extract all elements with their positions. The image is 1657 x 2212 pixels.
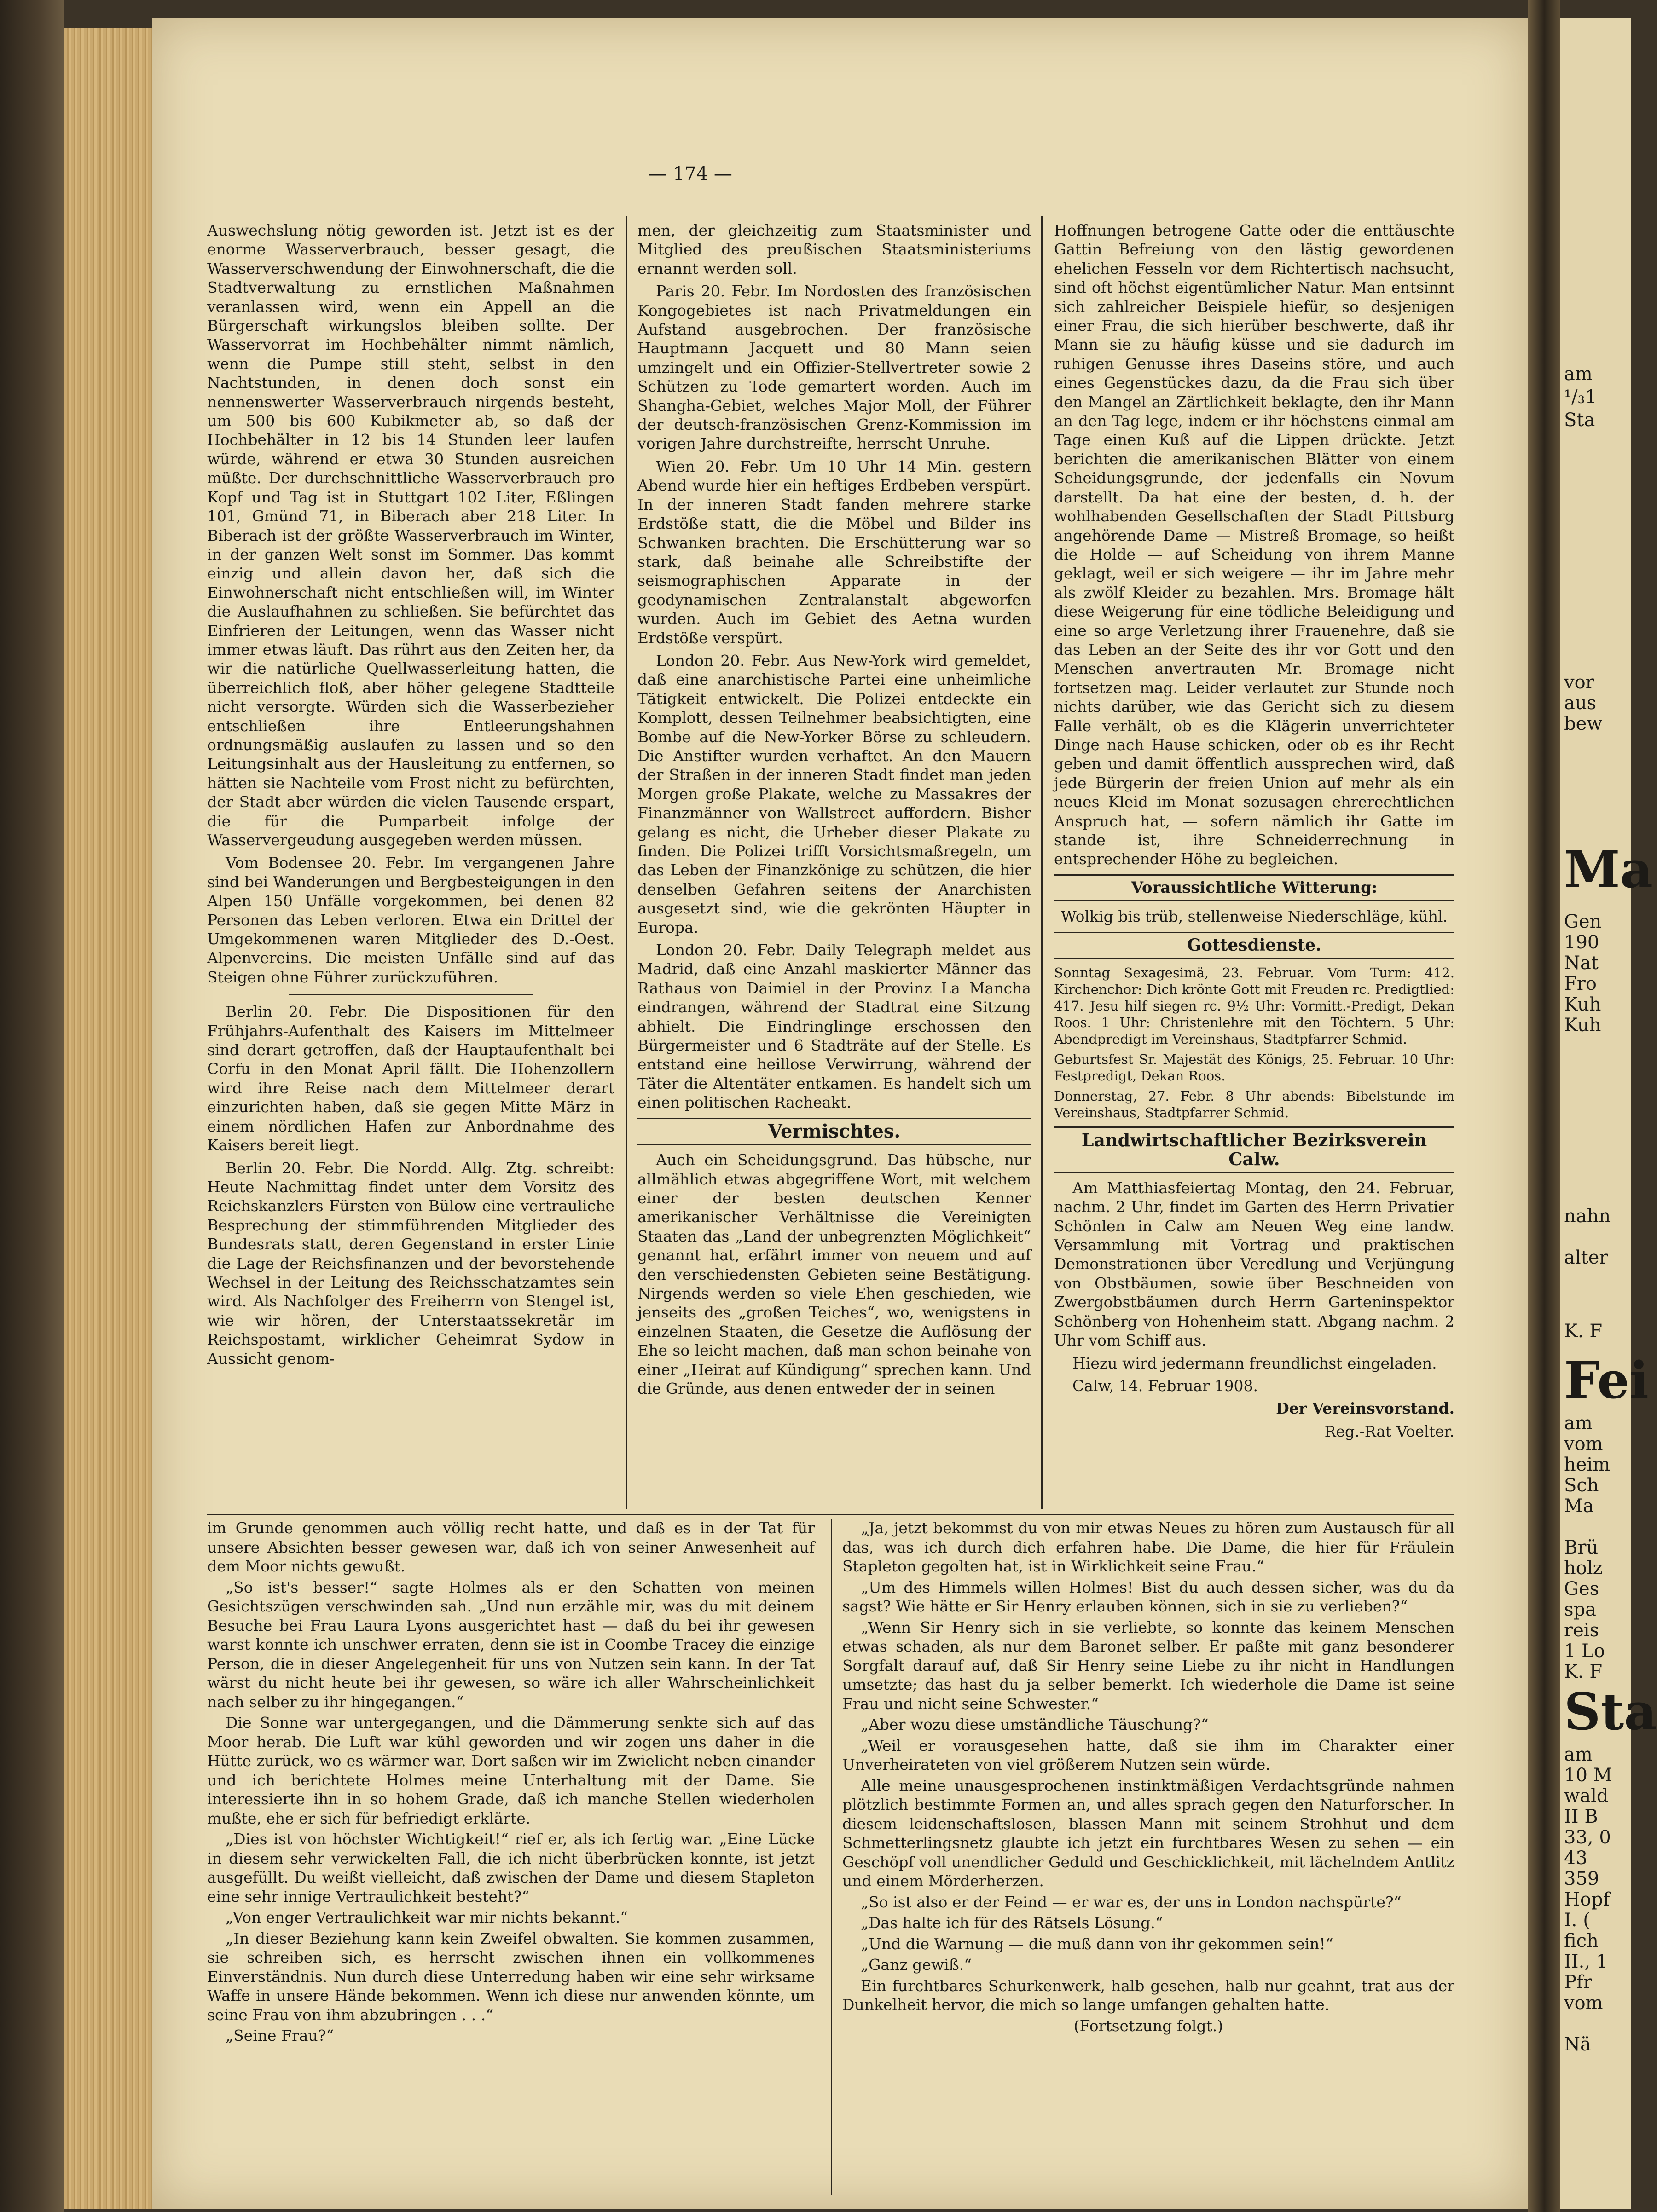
church-notice: Donnerstag, 27. Febr. 8 Uhr abends: Bibelstunde im Vereinshaus, Stadtpfarrer Schmid.: [1054, 1088, 1454, 1121]
fragment-text: I. (: [1564, 1910, 1590, 1931]
section-heading-vermischtes: Vermischtes.: [637, 1118, 1031, 1145]
column-2: [637, 221, 1031, 1398]
fragment-text: Sta: [1564, 410, 1595, 431]
column-rule: [626, 216, 627, 1509]
book-gutter: [1528, 0, 1560, 2212]
news-item-wien: Wien 20. Febr. Um 10 Uhr 14 Min. gestern Abend wurde hier ein heftiges Erdbeben verspürt. In der inneren Stadt fanden mehrere starke Erdstöße statt, die die Möbel und Bilder ins Schwanken brachten. Die Erschütterung war so stark, daß beinahe alle Schreibstifte der seismographischen Apparate in der geodynamischen Zentralanstalt abgeworfen wurden. Auch im Gebiet des Aetna wurden Erdstöße verspürt.: [637, 457, 1031, 647]
fragment-text: Nat: [1564, 953, 1599, 974]
news-item-london-1: London 20. Febr. Aus New-York wird gemeldet, daß eine anarchistische Partei eine unheimliche Tätigkeit entwickelt. Die Polizei entdeckte ein Komplott, dessen Teilnehmer beabsichtigten, eine Bombe auf die New-Yorker Börse zu schleudern. Die Anstifter wurden verhaftet. An den Mauern der Straßen in der inneren Stadt findet man jeden Morgen große Plakate, welche zu Massakres der Finanzmänner von Wallstreet auffordern. Bisher gelang es nicht, die Urheber dieser Plakate zu finden. Die Polizei trifft Vorsichtsmaßregeln, um das Leben der Finanzkönige zu schützen, die hier denselben Gefahren seitens der Anarchisten ausgesetzt sind, wie die gekrönten Häupter in Europa.: [637, 651, 1031, 936]
feuilleton-section: [207, 1519, 1454, 2195]
story-paragraph: „So ist also er der Feind — er war es, der uns in London nachspürte?“: [861, 1893, 1402, 1911]
page-stack-edge: [64, 28, 156, 2209]
news-item-bodensee: Vom Bodensee 20. Febr. Im vergangenen Jahre sind bei Wanderungen und Bergbesteigungen in den Alpen 150 Unfälle vorgekommen, bei denen 82 Personen das Leben verloren. Etwa ein Drittel der Umgekommenen waren Mitglieder des D.-Oest. Alpenvereins. Die meisten Unfälle sind auf das Steigen ohne Führer zurückzuführen.: [207, 854, 614, 986]
news-item-berlin-2: Berlin 20. Febr. Die Nordd. Allg. Ztg. schreibt: Heute Nachmittag findet unter dem Vorsitz des Reichskanzlers Fürsten von Bülow eine vertrauliche Besprechung der stimmführenden Mitglieder des Bundesrats statt, deren Gegenstand in erster Linie die Lage der Reichsfinanzen und der bevorstehende Wechsel in der Leitung des Reichsschatzamtes sein wird. Als Nachfolger des Freiherrn von Stengel ist, wie wir hören, der Unterstaatssekretär im Reichspostamt, wirklicher Geheimrat Sydow in Aussicht genom-: [207, 1159, 614, 1368]
fragment-text: Ma: [1564, 840, 1653, 899]
story-paragraph: „Seine Frau?“: [226, 2027, 334, 2045]
feuilleton-column-right: [842, 1519, 1454, 2190]
fragment-text: Kuh: [1564, 1015, 1601, 1036]
fragment-text: Sta: [1564, 1682, 1657, 1741]
association-heading: Landwirtschaftlicher Bezirksverein Calw.: [1054, 1126, 1454, 1173]
fragment-text: ¹/₃1: [1564, 387, 1597, 408]
story-paragraph: Die Sonne war untergegangen, und die Dämmerung senkte sich auf das Moor herab. Die Luft war kühl geworden und wir zogen uns daher in die Hütte zurück, wo es wärmer war. Dort saßen wir im Zwielicht neben einander und ich berichtete Holmes meine Unterhaltung mit der Dame. Sie interessierte ihn in so hohem Grade, daß ich manche Stellen wiederholen mußte, ehe er sich für befriedigt erklärte.: [207, 1714, 815, 1827]
association-notice: Am Matthiasfeiertag Montag, den 24. Februar, nachm. 2 Uhr, findet im Garten des Herrn Privatier Schönlen in Calw am Neuen Weg eine landw. Versammlung mit Vortrag und praktischen Demonstrationen über Veredlung und Verjüngung von Obstbäumen, sowie über Beschneiden von Zwergobstbäumen durch Herrn Garteninspektor Schönberg von Hohenheim statt. Abgang nachm. 2 Uhr vom Schiff aus.: [1054, 1178, 1454, 1350]
fragment-text: aus: [1564, 693, 1597, 714]
fragment-text: fich: [1564, 1930, 1599, 1952]
separator: [289, 994, 533, 995]
fragment-text: am: [1564, 1413, 1593, 1434]
news-item-london-2: London 20. Febr. Daily Telegraph meldet aus Madrid, daß eine Anzahl maskierter Männer das Rathaus von Daimiel in der Provinz La Mancha eindrangen, während der Stadtrat eine Sitzung abhielt. Die Eindringlinge erschossen den Bürgermeister und 6 Stadträte auf der Stelle. Es entstand eine heillose Verwirrung, während der Täter die Altentäter entkamen. Es handelt sich um einen politischen Racheakt.: [637, 941, 1031, 1112]
article-paragraph: Hoffnungen betrogene Gatte oder die enttäuschte Gattin Befreiung von den lästig gewordenen ehelichen Fesseln vor dem Richtertisch nachsucht, sind oft höchst eigentümlicher Natur. Man entsinnt sich zahlreicher Beispiele hiefür, so desjenigen einer Frau, die sich hierüber beschwerte, daß ihr Mann sie zu häufig küsse und sie dadurch im ruhigen Genusse ihres Daseins störe, und auch eines Gegenstückes dazu, da die Frau sich über den Mangel an Zärtlichkeit beklagte, den ihr Mann an den Tag lege, indem er ihr höchstens einmal am Tage einen Kuß auf die Lippen drückte. Jetzt berichten die amerikanischen Blätter von einem Scheidungsgrunde, der jedenfalls ein Novum darstellt. Da hat eine der besten, d. h. der wohlhabenden Gesellschaften der Stadt Pittsburg angehörende Dame — Mistreß Bromage, so heißt die Holde — auf Scheidung von ihrem Manne geklagt, weil er sich weigere — ihr im Jahre mehr als zwölf Kleider zu bezahlen. Mrs. Bromage hält diese Weigerung für eine tödliche Beleidigung und eine so arge Verletzung ihrer Frauenehre, daß sie das Leben an der Seite des ihr vor Gott und den Menschen anvertrauten Mr. Bromage nicht fortsetzen mag. Leider verlautet zur Stunde noch nichts darüber, wie das Gericht sich zu diesem Falle verhält, ob es die Klägerin unverrichteter Dinge nach Hause schicken, oder ob es ihr Recht geben und damit öffentlich aussprechen wird, daß jede Bürgerin der freien Union auf mehr als ein neues Kleid im Monat sozusagen ehrerechtlichen Anspruch hat, — sofern nämlich ihr Gatte im stande ist, ihre Schneiderrechnung in entsprechender Höhe zu begleichen.: [1054, 221, 1454, 868]
fragment-text: am: [1564, 364, 1593, 385]
story-paragraph: im Grunde genommen auch völlig recht hatte, und daß es in der Tat für unsere Absichten besser gewesen war, daß ich von seiner Anwesenheit auf dem Moor nichts gewußt.: [207, 1519, 815, 1575]
fragment-text: Brü: [1564, 1537, 1599, 1558]
church-heading: Gottesdienste.: [1054, 932, 1454, 959]
continuation-note: (Fortsetzung folgt.): [1073, 2016, 1223, 2035]
right-page-edge: [1560, 18, 1657, 2209]
fragment-text: II B: [1564, 1806, 1598, 1827]
fragment-text: Ma: [1564, 1496, 1594, 1517]
association-signature: Reg.-Rat Voelter.: [1324, 1422, 1454, 1440]
fragment-text: 33, 0: [1564, 1827, 1611, 1848]
story-paragraph: „Ja, jetzt bekommst du von mir etwas Neues zu hören zum Austausch für all das, was ich durch dich erfahren habe. Die Dame, die hier für Fräulein Stapleton gegolten hat, ist in Wirklichkeit seine Frau.“: [842, 1519, 1454, 1575]
page-number: — 174 —: [649, 163, 732, 185]
fragment-text: 1 Lo: [1564, 1640, 1605, 1662]
story-paragraph: „Weil er vorausgesehen hatte, daß sie ihm im Charakter einer Unverheirateten von viel größerem Nutzen sein würde.: [842, 1736, 1454, 1773]
fragment-text: heim: [1564, 1454, 1611, 1475]
fragment-text: holz: [1564, 1558, 1603, 1579]
fragment-text: vor: [1564, 672, 1594, 693]
fragment-text: 43: [1564, 1848, 1587, 1869]
fragment-text: K. F: [1564, 1321, 1603, 1342]
fragment-text: Kuh: [1564, 994, 1601, 1015]
fragment-text: Fro: [1564, 973, 1597, 994]
fragment-text: alter: [1564, 1247, 1608, 1268]
story-paragraph: „In dieser Beziehung kann kein Zweifel obwalten. Sie kommen zusammen, sie schreiben sich, es herrscht zwischen ihnen ein vollkommenes Einverständnis. Nun durch diese Unterredung haben wir eine sehr wirksame Waffe in unsere Hände bekommen. Wenn ich diese nur anwenden könnte, um seine Frau von ihm abzubringen . . .“: [207, 1929, 815, 2024]
fragment-text: reis: [1564, 1620, 1599, 1641]
story-paragraph: „Ganz gewiß.“: [861, 1956, 972, 1974]
story-paragraph: „Von enger Vertraulichkeit war mir nichts bekannt.“: [226, 1908, 628, 1926]
story-paragraph: „Um des Himmels willen Holmes! Bist du auch dessen sicher, was du da sagst? Wie hätte er Sir Henry erlauben können, sich in sie zu verlieben?“: [842, 1578, 1454, 1615]
story-paragraph: „Dies ist von höchster Wichtigkeit!“ rief er, als ich fertig war. „Eine Lücke in diesem sehr verwickelten Fall, die ich nicht überbrücken konnte, ist jetzt ausgefüllt. Du weißt vielleicht, daß zwischen der Dame und diesem Stapleton eine sehr innige Vertraulichkeit besteht?“: [207, 1830, 815, 1906]
fragment-text: nahn: [1564, 1206, 1611, 1227]
fragment-text: Ges: [1564, 1578, 1599, 1600]
feuilleton-rule: [207, 1514, 1454, 1515]
fragment-text: spa: [1564, 1599, 1596, 1620]
fragment-text: Nä: [1564, 2034, 1591, 2055]
fragment-text: vom: [1564, 1433, 1603, 1455]
church-notice: Sonntag Sexagesimä, 23. Februar. Vom Turm: 412. Kirchenchor: Dich krönte Gott mit Freuden rc. Predigtlied: 417. Jesu hilf siegen rc. 9½ Uhr: Vormitt.-Predigt, Dekan Roos. 1 Uhr: Christenlehre mit den Töchtern. 5 Uhr: Abendpredigt im Vereinshaus, Stadtpfarrer Schmid.: [1054, 965, 1454, 1047]
fragment-text: Sch: [1564, 1475, 1599, 1496]
fragment-text: bew: [1564, 713, 1603, 734]
fragment-text: Fei: [1564, 1351, 1649, 1410]
misc-article: Auch ein Scheidungsgrund. Das hübsche, nur allmählich etwas abgegriffene Wort, mit welchem einer der besten deutschen Kenner amerikanischer Verhältnisse die Vereinigten Staaten das „Land der unbegrenzten Möglichkeit“ genannt hat, erfährt immer von neuem und auf den verschiedensten Gebieten seine Bestätigung. Nirgends werden so viele Ehen geschieden, wie jenseits des „großen Teiches“, wo, wenigstens in einzelnen Staaten, die Gesetze die Auflösung der Ehe so leicht machen, daß man schon beinahe von einer „Heirat auf Kündigung“ sprechen kann. Und die Gründe, aus denen entweder der in seinen: [637, 1151, 1031, 1398]
story-paragraph: „Das halte ich für des Rätsels Lösung.“: [861, 1914, 1163, 1932]
fragment-text: Hopf: [1564, 1889, 1610, 1910]
story-paragraph: „So ist's besser!“ sagte Holmes als er den Schatten von meinen Gesichtszügen verschwinden sah. „Und nun erzähle mir, was du mit deinem Besuche bei Frau Laura Lyons ausgerichtet hast — daß du bei ihr gewesen warst konnte ich unschwer erraten, denn sie ist in Coombe Tracey die einzige Person, die in dieser Angelegenheit für uns von Nutzen sein kann. In der Tat wärst du nicht heute bei ihr gewesen, so wäre ich aller Wahrscheinlichkeit nach selber zu ihr hingegangen.“: [207, 1578, 815, 1711]
fragment-text: Pfr: [1564, 1972, 1592, 1993]
news-item-paris: Paris 20. Febr. Im Nordosten des französischen Kongogebietes ist nach Privatmeldungen ein Aufstand ausgebrochen. Der französische Hauptmann Jacquett und 80 Mann seien umzingelt und ein Offizier-Stellvertreter sowie 2 Schützen zu Tode gemartert worden. Auch im Shangha-Gebiet, welches Major Moll, der Führer der deutsch-französischen Grenz-Kommission im vorigen Jahre durchstreifte, herrscht Unruhe.: [637, 282, 1031, 453]
weather-text: Wolkig bis trüb, stellenweise Niederschläge, kühl.: [1060, 907, 1448, 926]
fragment-text: 190: [1564, 932, 1599, 953]
column-1: [207, 221, 614, 1509]
fragment-text: Gen: [1564, 911, 1602, 932]
fragment-text: 10 M: [1564, 1765, 1612, 1786]
story-paragraph: „Und die Warnung — die muß dann von ihr gekommen sein!“: [861, 1935, 1333, 1953]
story-paragraph: Alle meine unausgesprochenen instinktmäßigen Verdachtsgründe nahmen plötzlich bestimmte Formen an, und alles sprach gegen den Naturforscher. In diesem leidenschaftslosen, blassen Mann mit seinem Strohhut und dem Schmetterlingsnetz glaubte ich jetzt ein furchtbares Wesen zu sehen — ein Geschöpf voll unendlicher Geduld und Geschicklichkeit, mit lächelndem Antlitz und einem Mörderherzen.: [842, 1776, 1454, 1890]
association-date: Calw, 14. Februar 1908.: [1072, 1376, 1258, 1395]
column-rule: [1041, 216, 1043, 1509]
news-item-berlin-1: Berlin 20. Febr. Die Dispositionen für den Frühjahrs-Aufenthalt des Kaisers im Mittelmeer sind derart getroffen, daß der Hauptaufenthalt bei Corfu in den Monat April fällt. Die Hohenzollern wird ihre Reise nach dem Mittelmeer derart einzurichten haben, daß sie gegen Mitte März in einem nördlichen Hafen zur Anbordnahme des Kaisers bereit liegt.: [207, 1003, 614, 1155]
column-3: [1054, 221, 1454, 1440]
association-signature: Der Vereinsvorstand.: [1276, 1399, 1454, 1418]
feuilleton-column-left: [207, 1519, 815, 2190]
article-paragraph: Auswechslung nötig geworden ist. Jetzt ist es der enorme Wasserverbrauch, besser gesagt, die Wasserverschwendung der Einwohnerschaft, die die Stadtverwaltung zu ernstlichen Maßnahmen veranlassen wird, wenn ein Appell an die Bürgerschaft wirkungslos bleiben sollte. Der Wasservorrat im Hochbehälter nimmt nämlich, wenn die Pumpe still steht, selbst in den Nachtstunden, in denen doch sonst ein nennenswerter Wasserverbrauch nirgends besteht, um 500 bis 600 Kubikmeter ab, so daß der Hochbehälter in 12 bis 14 Stunden leer laufen würde, während er etwa 30 Stunden ausreichen müßte. Der durchschnittliche Wasserverbrauch pro Kopf und Tag ist in Stuttgart 102 Liter, Eßlingen 101, Gmünd 71, in Biberach aber 218 Liter. In Biberach ist der größte Wasserverbrauch im Winter, in der ganzen Welt sonst im Sommer. Das kommt einzig und allein davon her, daß sich die Einwohnerschaft nicht entschließen will, im Winter die Auslaufhahnen zu schließen. Sie befürchtet das Einfrieren der Leitungen, wenn das Wasser nicht immer etwas läuft. Das rührt aus den Zeiten her, da wir die natürliche Quellwasserleitung hatten, die überreichlich floß, aber höher gelegene Stadtteile nicht versorgte. Würden sich die Wasserbezieher entschließen ihre Entleerungshahnen ordnungsmäßig auslaufen zu lassen und so den Leitungsinhalt aus der Hausleitung zu entfernen, so hätten sie Nachteile vom Frost nicht zu befürchten, der Stadt aber würden die vielen Tausende erspart, die für die Pumparbeit infolge der Wasservergeudung ausgegeben werden müssen.: [207, 221, 614, 849]
weather-heading: Voraussichtliche Witterung:: [1054, 874, 1454, 901]
fragment-text: am: [1564, 1744, 1593, 1765]
fragment-text: K. F: [1564, 1661, 1603, 1682]
fragment-text: II., 1: [1564, 1951, 1608, 1972]
book-spine-shadow: [0, 0, 64, 2212]
fragment-text: 359: [1564, 1868, 1599, 1889]
fragment-text: vom: [1564, 1993, 1603, 2014]
association-invite: Hiezu wird jedermann freundlichst eingeladen.: [1072, 1354, 1437, 1372]
church-notice: Geburtsfest Sr. Majestät des Königs, 25. Februar. 10 Uhr: Festpredigt, Dekan Roos.: [1054, 1051, 1454, 1084]
story-paragraph: „Aber wozu diese umständliche Täuschung?“: [861, 1715, 1209, 1733]
fragment-text: wald: [1564, 1785, 1609, 1807]
story-paragraph: „Wenn Sir Henry sich in sie verliebte, so konnte das keinem Menschen etwas schaden, als nur dem Baronet selber. Er paßte mit ganz besonderer Sorgfalt darauf auf, daß Sir Henry seine Liebe zu ihr nicht in Handlungen umsetzte; das hast du ja selber bemerkt. Ich wiederhole die Dame ist seine Frau und nicht seine Schwester.“: [842, 1618, 1454, 1713]
story-paragraph: Ein furchtbares Schurkenwerk, halb gesehen, halb nur geahnt, trat aus der Dunkelheit hervor, die mich so lange umfangen gehalten hatte.: [842, 1976, 1454, 2014]
article-paragraph: men, der gleichzeitig zum Staatsminister und Mitglied des preußischen Staatsministeriums ernannt werden soll.: [637, 221, 1031, 277]
